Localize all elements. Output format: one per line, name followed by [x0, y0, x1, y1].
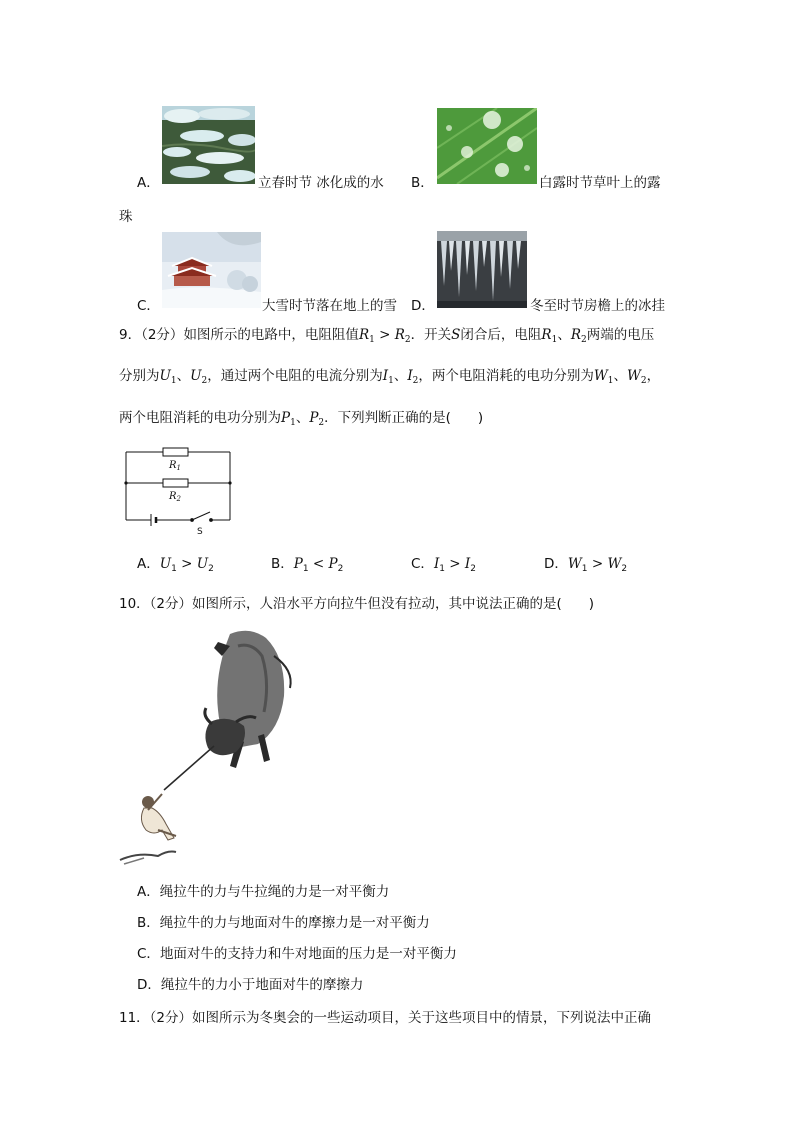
sym-p: P [281, 410, 291, 426]
q8-option-a-text: 立春时节 冰化成的水 [258, 175, 384, 191]
resistor-r1 [163, 448, 188, 456]
q9-text: 两个电阻消耗的电功分别为 [119, 410, 281, 426]
dew-on-leaf-image [437, 108, 537, 184]
sub-1: 1 [171, 564, 177, 574]
q9-math-p1 [281, 410, 296, 426]
gt-sign: > [374, 327, 395, 343]
sep: 、 [557, 327, 571, 343]
resistor-r2 [163, 479, 188, 487]
option-op: < [308, 556, 329, 572]
q8-option-c-text: 大雪时节落在地上的雪 [262, 298, 397, 314]
sub-2: 2 [470, 564, 476, 574]
man-pulling-ox-image [118, 626, 298, 868]
option-label: B． [137, 915, 160, 931]
q9-text: 闭合后，电阻 [460, 327, 542, 343]
option-text: 地面对牛的支持力和牛对地面的压力是一对平衡力 [159, 946, 457, 962]
r1-label [168, 460, 181, 472]
option-op: > [587, 556, 608, 572]
option-label: B． [271, 556, 294, 572]
q9-stem-line3 [119, 409, 483, 432]
sym-r: R [394, 327, 405, 343]
option-op: > [176, 556, 197, 572]
sub-1: 1 [551, 335, 558, 345]
option-op: > [445, 556, 465, 572]
q8-option-d-label: D． [411, 298, 435, 314]
sub-1: 1 [388, 376, 394, 386]
q9-math-w1 [594, 368, 614, 384]
sym-i: I [382, 368, 389, 384]
sym-p: P [309, 410, 319, 426]
sub-2: 2 [201, 376, 208, 386]
option-text: 绳拉牛的力小于地面对牛的摩擦力 [160, 977, 364, 993]
option-text: 绳拉牛的力与牛拉绳的力是一对平衡力 [159, 884, 390, 900]
sub-1: 1 [369, 335, 375, 345]
sep: 、 [295, 410, 310, 426]
q9-math-i1 [383, 368, 394, 384]
sub-1: 1 [581, 564, 588, 574]
icicles-image [437, 231, 527, 308]
sub-1: 1 [607, 376, 614, 386]
sym-s: S [451, 327, 461, 343]
q8-option-b-text: 白露时节草叶上的露 [539, 175, 661, 191]
sub-2: 2 [640, 376, 647, 386]
sep: 、 [176, 368, 191, 384]
sym-i: I [407, 368, 413, 384]
sub-2: 2 [318, 418, 325, 428]
q9-text: ，通过两个电阻的电流分别为 [207, 368, 383, 384]
sym-u: U [159, 368, 171, 384]
option-left: P [293, 556, 303, 572]
q9-text: ．下列判断正确的是 [324, 410, 446, 426]
sub-1: 1 [302, 564, 309, 574]
r2-label [168, 491, 182, 503]
snow-pavilion-image [162, 232, 261, 308]
sub-2: 2 [208, 564, 214, 574]
q9-math-p2 [309, 410, 324, 426]
q9-math-u1 [160, 368, 177, 384]
q9-math-r2 [395, 327, 411, 343]
q8-option-d-text: 冬至时节房檐上的冰挂 [530, 298, 665, 314]
melting-ice-image [162, 106, 255, 184]
q10-option-d [137, 976, 363, 994]
option-label: C． [137, 946, 160, 962]
option-left: W [567, 556, 582, 572]
sym-w: W [627, 368, 641, 384]
q11-stem: 11．（2分）如图所示为冬奥会的一些运动项目，关于这些项目中的情景，下列说法中正确 [119, 1010, 652, 1026]
q9-option-a [137, 555, 214, 578]
switch-label: S [197, 527, 203, 536]
sym-u: U [190, 368, 202, 384]
circuit-diagram [118, 446, 236, 536]
q9-math-i2 [407, 368, 418, 384]
r1-sub: 1 [176, 464, 181, 472]
q10-option-a [137, 883, 389, 901]
comma: ， [646, 368, 661, 384]
q9-score: （2分） [141, 327, 184, 343]
sym-w: W [593, 368, 608, 384]
sym-r: R [570, 327, 581, 343]
option-left: I [433, 556, 440, 572]
sub-1: 1 [170, 376, 177, 386]
q8-option-b-label: B． [411, 175, 434, 191]
sep: 、 [393, 368, 408, 384]
q9-text: 如图所示的电路中，电阻阻值 [183, 327, 359, 343]
sub-2: 2 [412, 376, 419, 386]
sym-r: R [541, 327, 552, 343]
q8-option-b-text-wrap: 珠 [119, 209, 133, 225]
q8-option-c-label: C． [137, 298, 160, 314]
q9-math-r1b [541, 327, 557, 343]
sub-1: 1 [439, 564, 446, 574]
sub-1: 1 [290, 418, 296, 428]
option-right: I [464, 556, 471, 572]
option-label: A． [137, 884, 160, 900]
q9-option-d [544, 555, 627, 578]
sep: 、 [613, 368, 628, 384]
q9-number: 9． [119, 327, 142, 343]
q10-option-b [137, 914, 430, 932]
answer-blank: ( ) [445, 410, 484, 426]
q9-stem-line2 [119, 367, 660, 390]
q9-text: 分别为 [119, 368, 160, 384]
q8-option-a-label: A． [137, 175, 160, 191]
option-text: 绳拉牛的力与地面对牛的摩擦力是一对平衡力 [159, 915, 430, 931]
sub-2: 2 [621, 564, 628, 574]
q10-stem: 10．（2分）如图所示，人沿水平方向拉牛但没有拉动，其中说法正确的是( ) [119, 596, 595, 612]
q9-stem-line1 [119, 326, 654, 349]
sub-2: 2 [337, 564, 344, 574]
q9-text: ．开关 [410, 327, 452, 343]
q9-text: ，两个电阻消耗的电功分别为 [418, 368, 594, 384]
option-label: D． [544, 556, 568, 572]
r2-sub: 2 [176, 495, 181, 503]
q9-math-r2b [571, 327, 587, 343]
option-label: A． [137, 556, 160, 572]
q9-option-c [411, 555, 476, 578]
r2-sym: R [169, 491, 177, 502]
q9-text: 两端的电压 [586, 327, 655, 343]
r1-sym: R [169, 460, 177, 471]
q9-math-u2 [190, 368, 207, 384]
junction-left [124, 481, 127, 484]
option-right: U [196, 556, 209, 572]
option-right: W [607, 556, 622, 572]
option-label: D． [137, 977, 161, 993]
option-right: P [328, 556, 338, 572]
option-left: U [159, 556, 172, 572]
q10-option-c [137, 945, 457, 963]
q9-math-w2 [627, 368, 647, 384]
option-label: C． [411, 556, 434, 572]
sym-r: R [358, 327, 370, 343]
q9-option-b [271, 555, 343, 578]
sub-2: 2 [580, 335, 587, 345]
q9-math-r1 [359, 327, 375, 343]
sub-2: 2 [404, 335, 411, 345]
junction-right [228, 481, 231, 484]
switch-lever [192, 512, 210, 520]
